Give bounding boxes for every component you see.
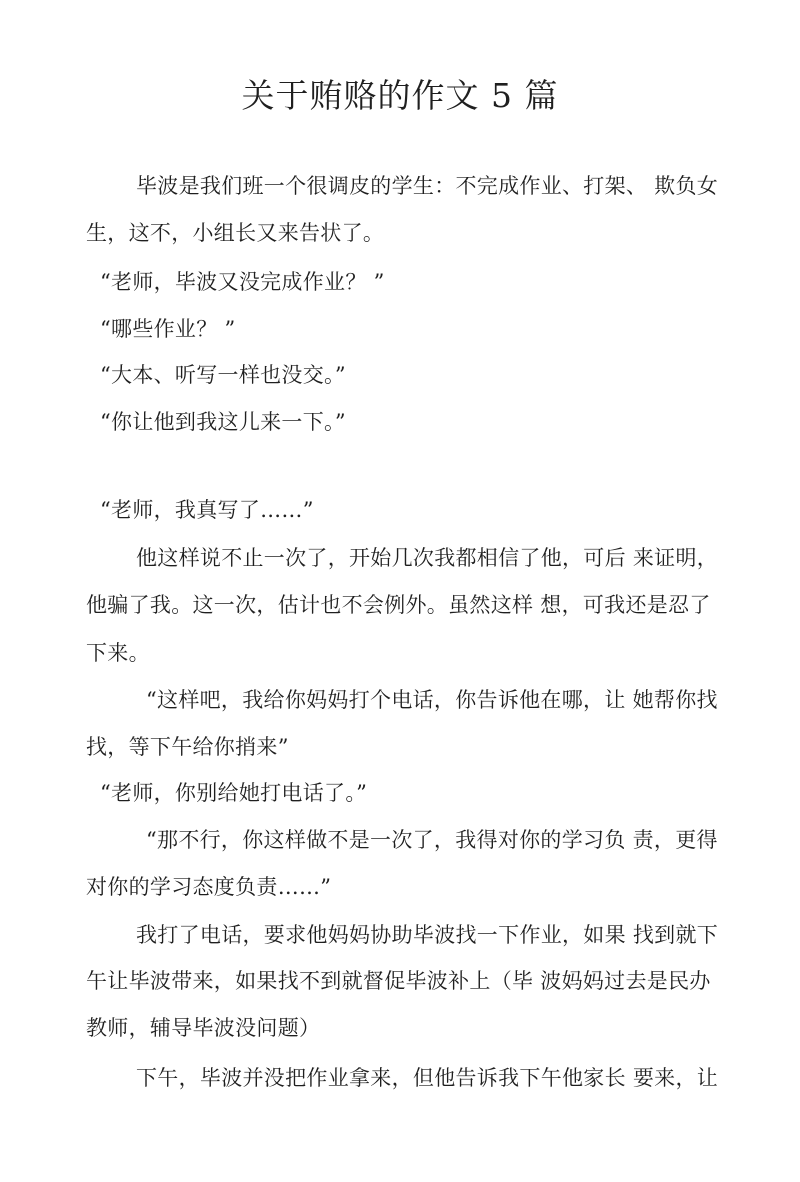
text-line: 下来。 <box>86 641 150 665</box>
text-line: 我打了电话，要求他妈妈协助毕波找一下作业，如果 找到就下 <box>136 923 719 947</box>
text-line: 他骗了我。这一次，估计也不会例外。虽然这样 想，可我还是忍了 <box>86 593 711 617</box>
text-line: “这样吧，我给你妈妈打个电话，你告诉他在哪，让 她帮你找 <box>146 688 718 712</box>
text-line: “老师，我真写了……” <box>100 498 314 522</box>
text-line: 毕波是我们班一个很调皮的学生：不完成作业、打架、 欺负女 <box>136 174 719 198</box>
text-line: “大本、听写一样也没交。” <box>100 363 346 387</box>
text-line: 他这样说不止一次了，开始几次我都相信了他，可后 来证明， <box>136 546 719 570</box>
text-line: 午让毕波带来，如果找不到就督促毕波补上（毕 波妈妈过去是民办 <box>86 969 711 993</box>
document-title: 关于贿赂的作文 5 篇 <box>241 76 559 115</box>
text-line: 教师，辅导毕波没问题） <box>86 1016 321 1040</box>
text-line: “老师，你别给她打电话了。” <box>100 781 368 805</box>
text-line: 生，这不，小组长又来告状了。 <box>86 221 385 245</box>
text-line: “老师，毕波又没完成作业？ ” <box>100 270 385 294</box>
text-line: “哪些作业？ ” <box>100 317 236 341</box>
text-line: 找，等下午给你捎来” <box>86 735 289 759</box>
text-line: 下午，毕波并没把作业拿来，但他告诉我下午他家长 要来，让 <box>136 1066 719 1090</box>
text-line: “那不行，你这样做不是一次了，我得对你的学习负 责，更得 <box>146 828 718 852</box>
text-line: 对你的学习态度负责……” <box>86 875 332 899</box>
text-line: “你让他到我这儿来一下。” <box>100 410 346 434</box>
